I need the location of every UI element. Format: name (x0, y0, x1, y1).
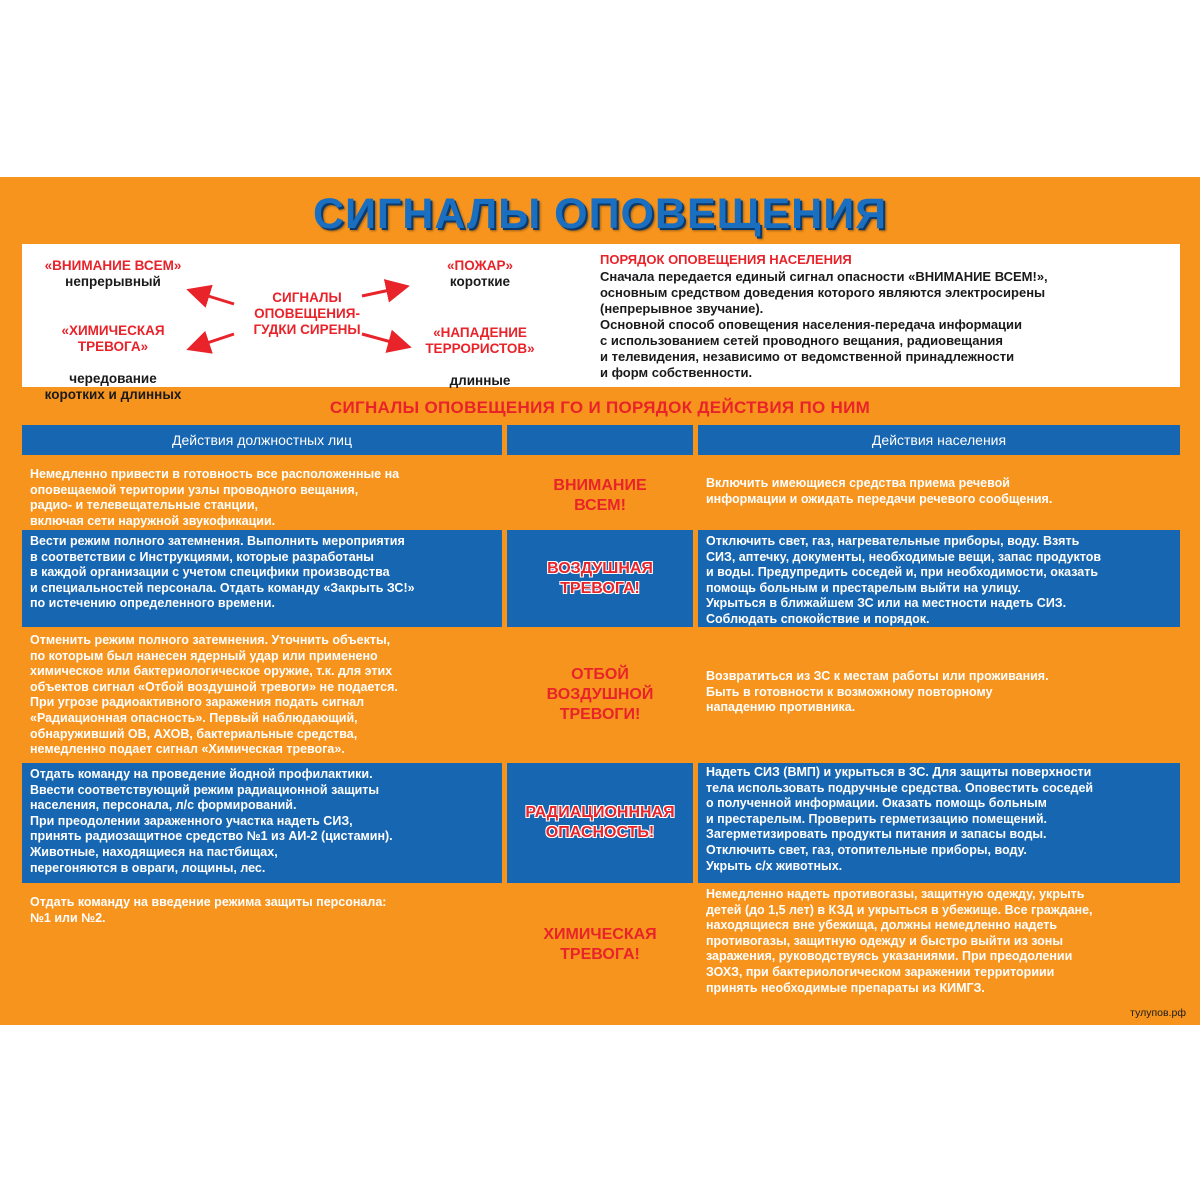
signal-terror-name: «НАПАДЕНИЕ ТЕРРОРИСТОВ» (425, 325, 535, 356)
row2-officials: Вести режим полного затемнения. Выполнить мероприятия в соответствии с Инструкциями, которые разработаны в каждой организации с учетом специфики производства и специальностей персонала. Отдать команду «Закрыть ЗС!» по истечению определенного времени. (22, 530, 502, 627)
header-population: Действия населения (698, 425, 1180, 455)
row5-officials: Отдать команду на введение режима защиты персонала: №1 или №2. (22, 885, 502, 1004)
siren-signals-label: СИГНАЛЫ ОПОВЕЩЕНИЯ- ГУДКИ СИРЕНЫ (253, 290, 361, 337)
signal-chemical-name: «ХИМИЧЕСКАЯ ТРЕВОГА» (61, 323, 165, 354)
signal-fire (400, 258, 560, 290)
signals-panel (22, 244, 1180, 402)
row4-signal: РАДИАЦИОНННАЯ ОПАСНОСТЬ! (507, 763, 693, 883)
header-officials: Действия должностных лиц (22, 425, 502, 455)
order-paragraph-2: Основной способ оповещения населения-передача информации с использованием сетей проводного вещания, радиовещания и телевидения, независимо от ведомственной принадлежности и форм собственности. (600, 317, 1023, 380)
order-paragraph-1: Сначала передается единый сигнал опасности «ВНИМАНИЕ ВСЕМ!», основным средством доведения которого являются электросирены (непрерывное звучание). (600, 269, 1048, 316)
poster (0, 177, 1200, 1025)
row1-officials: Немедленно привести в готовность все расположенные на оповещаемой територии узлы проводного вещания, радио- и телевещательные станции, включая сети наружной звукофикации. (22, 463, 502, 528)
row1-signal: ВНИМАНИЕ ВСЕМ! (507, 463, 693, 528)
row3-officials: Отменить режим полного затемнения. Уточнить объекты, по которым был нанесен ядерный удар или применено химическое или бактериологическое оружие, т.к. для этих объектов сигнал «Отбой воздушной тревоги» не подается. При угрозе радиоактивного заражения подать сигнал «Радиационная опасность». Первый наблюдающий, обнаруживший ОВ, АХОВ, бактериальные средства, немедленно подает сигнал «Химическая тревога». (22, 629, 502, 761)
signal-attention-desc: непрерывный (65, 274, 161, 289)
row4-population: Надеть СИЗ (ВМП) и укрыться в ЗС. Для защиты поверхности тела использовать подручные средства. Оповестить соседей о полученной информации. Оказать помощь больным и престарелым. Проверить герметизацию помещений. Загерметизировать продукты питания и запасы воды. Отключить свет, газ, отопительные приборы, воду. Укрыть с/х животных. (698, 763, 1180, 883)
row5-signal: ХИМИЧЕСКАЯ ТРЕВОГА! (507, 885, 693, 1004)
row2-signal: ВОЗДУШНАЯ ТРЕВОГА! (507, 530, 693, 627)
signal-attention (22, 258, 204, 290)
order-text (600, 269, 1160, 381)
signal-chemical-desc: чередование коротких и длинных (44, 371, 182, 402)
watermark: тулупов.рф (1130, 1007, 1186, 1019)
signal-fire-name: «ПОЖАР» (447, 258, 513, 273)
row1-population: Включить имеющиеся средства приема речевой информации и ожидать передачи речевого сообщения. (698, 463, 1180, 528)
order-title: ПОРЯДОК ОПОВЕЩЕНИЯ НАСЕЛЕНИЯ (600, 252, 852, 267)
signal-terror-desc: длинные (449, 373, 511, 388)
row4-officials: Отдать команду на проведение йодной профилактики. Ввести соответствующий режим радиационной защиты населения, персонала, л/с формирований. При преодолении зараженного участка надеть СИЗ, принять радиозащитное средство №1 из АИ-2 (цистамин). Животные, находящиеся на пастбищах, перегоняются в овраги, лощины, лес. (22, 763, 502, 883)
row3-population: Возвратиться из ЗС к местам работы или проживания. Быть в готовности к возможному повторному нападению противника. (698, 629, 1180, 761)
signal-fire-desc: короткие (449, 274, 511, 289)
arrow-to-attention (192, 291, 234, 304)
row3-signal: ОТБОЙ ВОЗДУШНОЙ ТРЕВОГИ! (507, 629, 693, 761)
row2-population: Отключить свет, газ, нагревательные приборы, воду. Взять СИЗ, аптечку, документы, необходимые вещи, запас продуктов и воды. Предупредить соседей и, при необходимости, оказать помощь больным и престарелым выйти на улицу. Укрыться в ближайшем ЗС или на местности надеть СИЗ. Соблюдать спокойствие и порядок. (698, 530, 1180, 627)
signal-terror (392, 309, 568, 405)
header-signal (507, 425, 693, 455)
row5-population: Немедленно надеть противогазы, защитную одежду, укрыть детей (до 1,5 лет) в КЗД и укрыться в убежище. Все граждане, находящиеся вне убежища, должны немедленно надеть противогазы, защитную одежду и быстро выйти из зоны заражения, руководствуясь указаниями. При преодолении ЗОХЗ, при бактериологическом заражении территориии принять необходимые препараты из КИМГЗ. (698, 885, 1180, 1004)
section-title: СИГНАЛЫ ОПОВЕЩЕНИЯ ГО И ПОРЯДОК ДЕЙСТВИЯ ПО НИМ (329, 398, 871, 417)
poster-title: СИГНАЛЫ ОПОВЕЩЕНИЯ (312, 190, 888, 238)
signal-attention-name: «ВНИМАНИЕ ВСЕМ» (44, 258, 182, 273)
